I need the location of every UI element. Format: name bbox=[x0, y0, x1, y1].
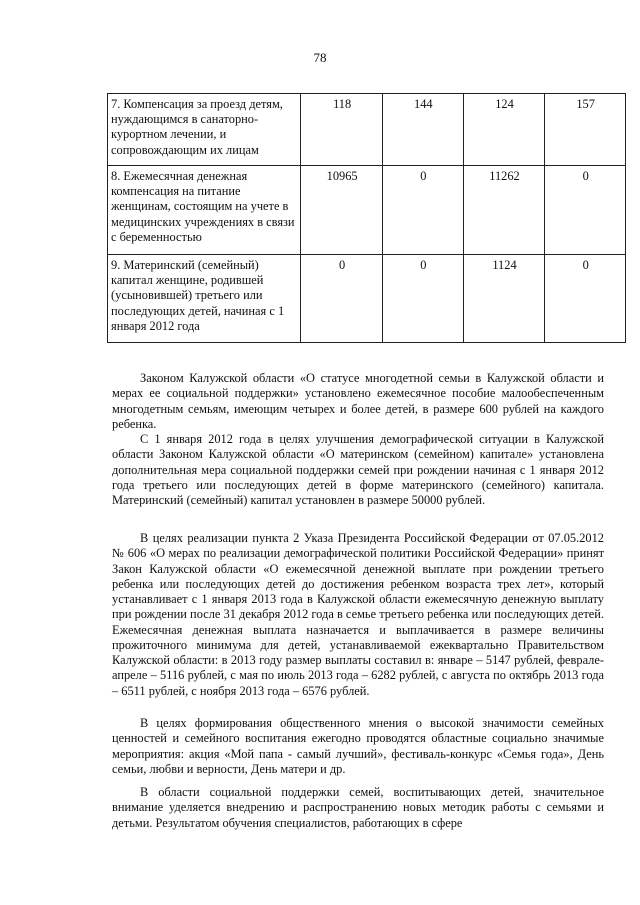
row-value: 0 bbox=[301, 255, 383, 343]
row-label: 8. Ежемесячная денежная компенсация на питание женщинам, состоящим на учете в медицинских учреждениях в связи с беременностью bbox=[108, 166, 301, 255]
paragraph-text: В целях формирования общественного мнения о высокой значимости семейных ценностей и семейного воспитания ежегодно проводятся областные социально значимые мероприятия: акция «Мой папа - самый лучший», фестиваль-конкурс «Семья года», День семьи, любви и верности, День матери и др. bbox=[112, 716, 604, 776]
paragraph bbox=[112, 785, 604, 831]
paragraph-text: С 1 января 2012 года в целях улучшения демографической ситуации в Калужской области Законом Калужской области «О материнском (семейном) капитале» установлена дополнительная мера социальной поддержки семей при рождении начиная с 1 января 2012 года третьего или последующих детей в форме материнского (семейного) капитала. Материнский (семейный) капитал установлен в размере 50000 рублей. bbox=[112, 432, 604, 507]
table-row bbox=[108, 255, 626, 343]
paragraph-text: В области социальной поддержки семей, воспитывающих детей, значительное внимание уделяется внедрению и распространению новых методик работы с семьями и детьми. Результатом обучения специалистов, работающих в сфере bbox=[112, 785, 604, 830]
paragraph bbox=[112, 371, 604, 432]
table-row bbox=[108, 166, 626, 255]
row-value: 1124 bbox=[463, 255, 545, 343]
paragraph-text: Законом Калужской области «О статусе многодетной семьи в Калужской области и мерах ее социальной поддержки» установлено ежемесячное пособие малообеспеченным многодетным семьям, имеющим четырех и более детей, в размере 600 рублей на каждого ребенка. bbox=[112, 371, 604, 431]
row-value: 124 bbox=[463, 94, 545, 166]
row-label: 7. Компенсация за проезд детям, нуждающимся в санаторно-курортном лечении, и сопровождающим их лицам bbox=[108, 94, 301, 166]
paragraph bbox=[112, 432, 604, 508]
row-value: 10965 bbox=[301, 166, 383, 255]
row-value: 0 bbox=[545, 255, 626, 343]
row-value: 0 bbox=[545, 166, 626, 255]
row-value: 0 bbox=[383, 255, 464, 343]
row-value: 0 bbox=[383, 166, 464, 255]
row-value: 11262 bbox=[463, 166, 545, 255]
table-row bbox=[108, 94, 626, 166]
paragraph bbox=[112, 531, 604, 699]
page-number: 78 bbox=[313, 50, 327, 65]
benefits-table bbox=[107, 93, 626, 343]
row-value: 118 bbox=[301, 94, 383, 166]
paragraph-text: В целях реализации пункта 2 Указа Президента Российской Федерации от 07.05.2012 № 606 «О мерах по реализации демографической политики Российской Федерации» принят Закон Калужской области «О ежемесячной денежной выплате при рождении третьего ребенка или последующих детей до достижения ребенком возраста трех лет», который устанавливает с 1 января 2013 года в Калужской области ежемесячную денежную выплату при рождении после 31 декабря 2012 года в семье третьего ребенка или последующих детей. Ежемесячная денежная выплата назначается и выплачивается в размере величины прожиточного минимума для детей, устанавливаемой ежеквартально Правительством Калужской области: в 2013 году размер выплаты составил в: январе – 5147 рублей, феврале-апреле – 5116 рублей, с мая по июль 2013 года – 6282 рублей, с августа по октябрь 2013 года – 6511 рублей, с ноября 2013 года – 6576 рублей. bbox=[112, 531, 604, 698]
row-value: 144 bbox=[383, 94, 464, 166]
row-value: 157 bbox=[545, 94, 626, 166]
row-label: 9. Материнский (семейный) капитал женщине, родившей (усыновившей) третьего или последующих детей, начиная с 1 января 2012 года bbox=[108, 255, 301, 343]
paragraph bbox=[112, 716, 604, 777]
